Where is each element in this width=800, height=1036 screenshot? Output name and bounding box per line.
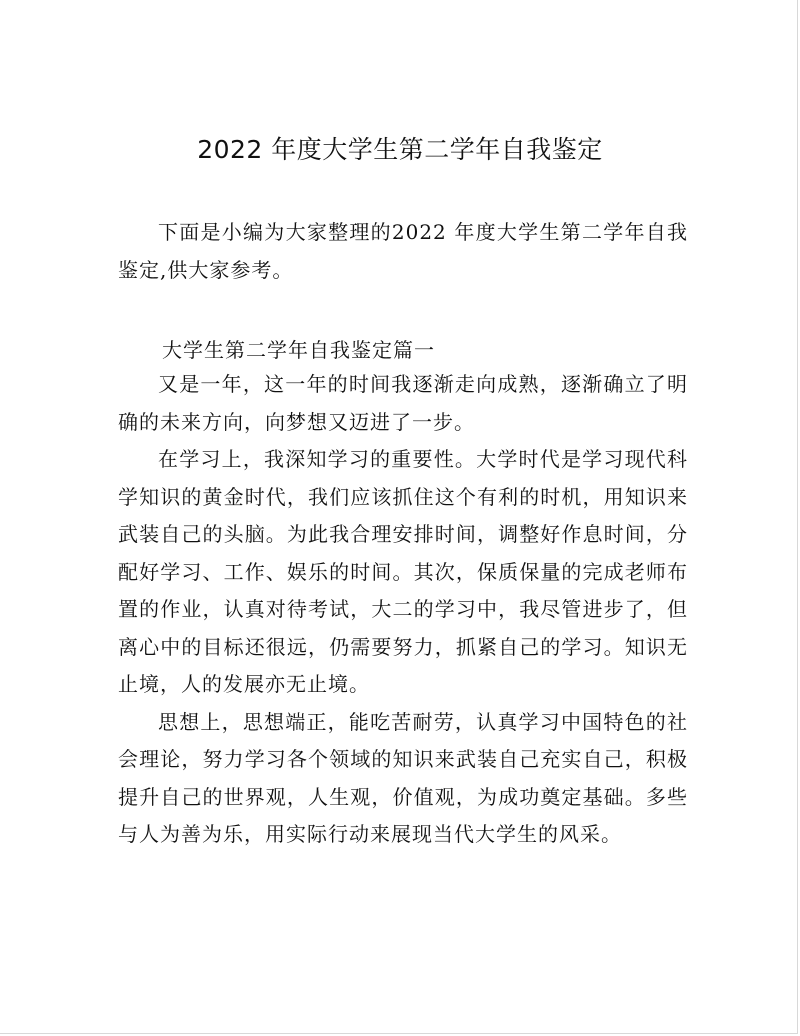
- paragraph-3: 思想上，思想端正，能吃苦耐劳，认真学习中国特色的社会理论，努力学习各个领域的知识来武装自己充实自己，积极提升自己的世界观，人生观，价值观，为成功奠定基础。多些与人为善为乐，用实际行动来展现当代大学生的风采。: [118, 709, 688, 846]
- section-heading: 大学生第二学年自我鉴定篇一: [162, 338, 435, 362]
- document-title: 2022 年度大学生第二学年自我鉴定: [197, 135, 603, 164]
- intro-text: 下面是小编为大家整理的2022 年度大学生第二学年自我鉴定,供大家参考。: [118, 220, 688, 282]
- paragraph-1: 又是一年，这一年的时间我逐渐走向成熟，逐渐确立了明确的未来方向，向梦想又迈进了一步。: [118, 372, 688, 434]
- section-body: [118, 366, 688, 854]
- paragraph-2: 在学习上，我深知学习的重要性。大学时代是学习现代科学知识的黄金时代，我们应该抓住这个有利的时机，用知识来武装自己的头脑。为此我合理安排时间，调整好作息时间，分配好学习、工作、娱乐的时间。其次，保质保量的完成老师布置的作业，认真对待考试，大二的学习中，我尽管进步了，但离心中的目标还很远，仍需要努力，抓紧自己的学习。知识无止境，人的发展亦无止境。: [118, 447, 688, 696]
- intro-paragraph: [118, 214, 688, 289]
